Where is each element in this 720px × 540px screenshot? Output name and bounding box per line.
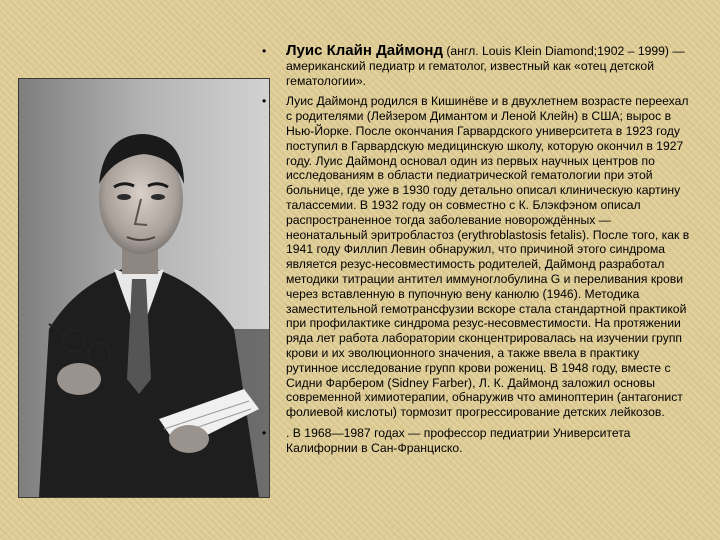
- bullet-item-intro: [262, 44, 692, 88]
- bullet-list: [262, 44, 692, 456]
- biography-text: Луис Даймонд родился в Кишинёве и в двухлетнем возрасте переехал с родителями (Лейзером Димантом и Леной Клейн) в США; вырос в Нью-Йорке. После окончания Гарвардского университета в 1923 году поступил в Гарвардскую медицинскую школу, которую окончил в 1927 году. Луис Даймонд основал один из первых научных центров по исследованиям в области педиатрической гематологии при этой больнице, где уже в 1930 году детально описал клиническую картину талассемии. В 1932 году он совместно с К. Блэкфэном описал распространенное тогда заболевание новорождённых — неонатальный эритробластоз (erythroblastosis fetalis). После того, как в 1941 году Филлип Левин обнаружил, что причиной этого синдрома является резус-несовместимость родителей, Даймонд разработал методики титрации антител иммуноглобулина G и переливания крови через вставленную в пупочную вену канюлю (1946). Методика заместительной гемотрансфузии вскоре стала стандартной практикой при профилактике синдрома резус-несовместимости. На протяжении ряда лет работа лаборатории сконцентрировалась на изучении групп крови и их эволюционного значения, а также ввела в практику рутинное исследование групп крови рожениц. В 1948 году, вместе с Сидни Фарбером (Sidney Farber), Л. К. Даймонд заложил основы современной химиотерапии, обнаружив что аминоптерин (антагонист фолиевой кислоты) тормозит прогрессирование детских лейкозов.: [286, 94, 690, 420]
- bullet-dot: •: [262, 425, 267, 440]
- portrait-illustration: [19, 79, 269, 497]
- person-name: Луис Клайн Даймонд: [286, 42, 443, 59]
- bullet-dot: •: [262, 44, 267, 58]
- intro-text: (англ. Louis Klein Diamond;1902 – 1999) — американский педиатр и гематолог, известный как «отец детской гематологии».: [286, 44, 685, 88]
- bullet-item-career: [262, 426, 692, 456]
- bullet-item-biography: [262, 94, 692, 420]
- career-text: . В 1968—1987 годах — профессор педиатрии Университета Калифорнии в Сан-Франциско.: [286, 425, 631, 455]
- portrait-photo: [18, 78, 270, 498]
- bullet-dot: •: [262, 94, 267, 109]
